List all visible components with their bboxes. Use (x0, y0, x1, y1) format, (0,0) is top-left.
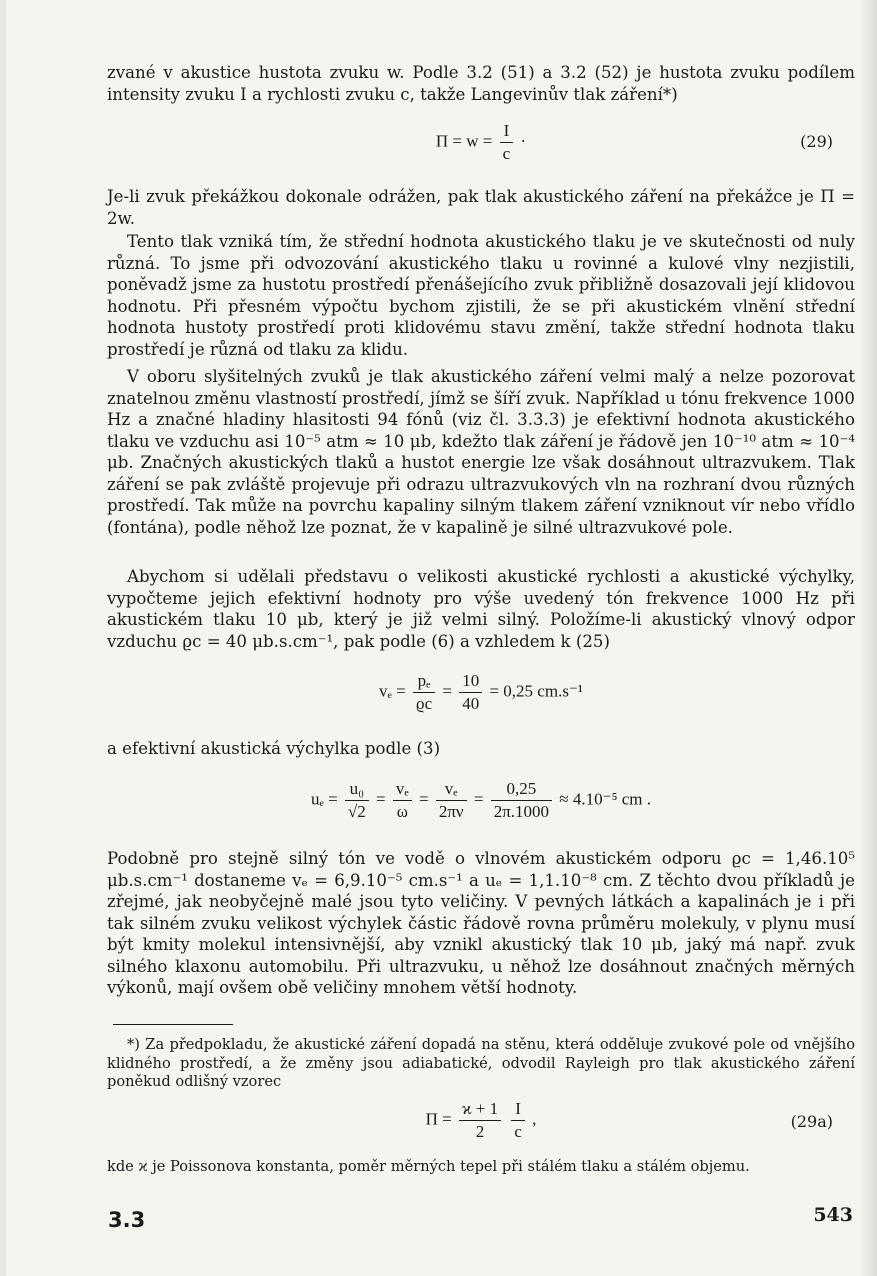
section-number: 3.3 (108, 1208, 146, 1232)
page-shadow (0, 0, 6, 1276)
page-edge-shadow (859, 0, 877, 1276)
paragraph-3: Tento tlak vzniká tím, že střední hodnota akustického tlaku je ve skutečnosti od nuly různá. To jsme při odvozování akustického tlaku u rovinné a kulové vlny nezjistili, poněvadž jsme za hustotu prostředí přenášejícího zvuk přibližně dosazovali její klidovou hodnotu. Při přesném výpočtu bychom zjistili, že se při akustickém vlnění střední hodnota hustoty prostředí proti klidovému stavu změní, takže střední hodnota tlaku prostředí je různá od tlaku za klidu. (107, 232, 855, 359)
equation-velocity: vₑ = $\frac{\text{pₑ}}{ϱc}$ = $\frac{10}{40}$ = 0,25 cm.s⁻¹ (378, 671, 584, 713)
equation-29a: Π = $\frac{ϰ + 1}{2}$ $\frac{I}{c}$ , (29a) (425, 1099, 833, 1141)
footnote-divider (113, 1024, 233, 1025)
paragraph-5: Abychom si udělali představu o velikosti akustické rychlosti a akustické výchylky, vypočteme jejich efektivní hodnoty pro výše uvedený tón frekvence 1000 Hz při akustickém tlaku 10 μb, který je již velmi silný. Položíme-li akustický vlnový odpor vzduchu ϱc = 40 μb.s.cm⁻¹, pak podle (6) a vzhledem k (25) (107, 567, 855, 651)
page-number: 543 (813, 1204, 853, 1226)
paragraph-7: Podobně pro stejně silný tón ve vodě o vlnovém akustickém odporu ϱc = 1,46.10⁵ μb.s.cm⁻¹ dostaneme vₑ = 6,9.10⁻⁵ cm.s⁻¹ a uₑ = 1,1.10⁻⁸ cm. Z těchto dvou příkladů je zřejmé, jak neobyčejně malé jsou tyto veličiny. V pevných látkách a kapalinách je i při tak silném zvuku velikost výchylek částic řádově rovna průměru molekuly, v plynu musí být kmity molekul intensivnější, aby vznikl akustický tlak 10 μb, jaký má např. zvuk silného klaxonu automobilu. Při ultrazvuku, u něhož lze dosáhnout značných měrných výkonů, mají ovšem obě veličiny mnohem větší hodnoty. (107, 849, 855, 997)
paragraph-4: V oboru slyšitelných zvuků je tlak akustického záření velmi malý a nelze pozorovat znatelnou změnu vlastností prostředí, jímž se šíří zvuk. Například u tónu frekvence 1000 Hz a značné hladiny hlasitosti 94 fónů (viz čl. 3.3.3) je efektivní hodnota akustického tlaku ve vzduchu asi 10⁻⁵ atm ≈ 10 μb, kdežto tlak záření je řádově jen 10⁻¹⁰ atm ≈ 10⁻⁴ μb. Značných akustických tlaků a hustot energie lze však dosáhnout ultrazvukem. Tlak záření se pak zvláště projevuje při odrazu ultrazvukových vln na rozhraní dvou různých prostředí. Tak může na povrchu kapaliny silným tlakem záření vzniknout vír nebo vřídlo (fontána), podle něhož lze poznat, že v kapalině je silné ultrazvukové pole. (107, 367, 855, 537)
equation-number: (29a) (790, 1112, 833, 1131)
equation-number: (29) (800, 132, 833, 151)
paragraph-2: Je-li zvuk překážkou dokonale odrážen, pak tlak akustického záření na překážce je Π = 2w. (107, 187, 855, 228)
equation-29: Π = w = $\frac{I}{c}$ · (29) (435, 121, 833, 163)
footnote-text: *) Za předpokladu, že akustické záření dopadá na stěnu, která odděluje zvukové pole od vnějšího klidného prostředí, a že změny jsou adiabatické, odvodil Rayleigh pro tlak akustického záření poněkud odlišný vzorec (107, 1036, 855, 1090)
paragraph-6: a efektivní akustická výchylka podle (3) (107, 739, 441, 758)
equation-displacement: uₑ = $\frac{\text{u₀}}{√2}$ = $\frac{\text{vₑ}}{\omega}$ = $\frac{\text{vₑ}}{2\pi\nu}$ = $\frac{0,25}{2\pi.1000}$ ≈ 4.10⁻⁵ cm . (310, 779, 652, 821)
paragraph-1: zvané v akustice hustota zvuku w. Podle 3.2 (51) a 3.2 (52) je hustota zvuku podílem intensity zvuku I a rychlosti zvuku c, takže Langevinův tlak záření*) (107, 63, 855, 104)
footnote-after: kde ϰ je Poissonova konstanta, poměr měrných tepel při stálém tlaku a stálém objemu. (107, 1158, 750, 1175)
